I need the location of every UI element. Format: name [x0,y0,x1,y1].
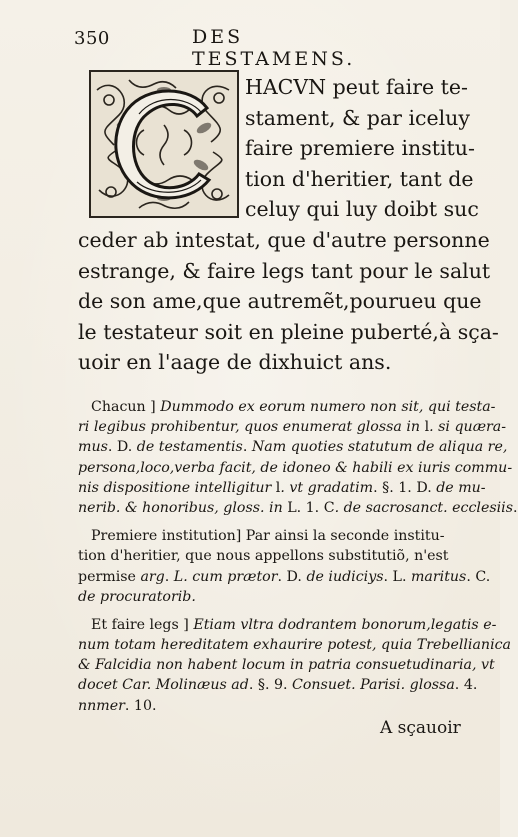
main-text-line: HACVN peut faire te- [245,75,468,99]
french-text: . [164,568,174,585]
note-block [78,397,518,518]
french-text: l [275,479,281,496]
marginal-notes [78,397,518,724]
latin-gloss-text: maritus [410,568,467,585]
french-text: permise [78,568,141,585]
main-paragraph [78,72,499,378]
french-text: . D. [277,568,307,585]
catchword: A sçauoir [380,718,461,738]
latin-gloss-text: docet Car. Molinæus ad [78,677,249,694]
main-text-line: faire premiere institu- [245,136,475,161]
note-line [78,526,482,546]
french-text: L. 1. C [287,499,335,516]
main-text-line: de son ame,que autremẽt,pourueu que [78,289,482,314]
note-line [78,397,496,417]
latin-gloss-text: persona,loco,verba facit, de idoneo & habili ex iuris commu- [78,459,513,476]
french-text: . L. [383,568,411,585]
page-number: 350 [74,28,110,49]
note-line [78,655,495,675]
note-line [78,567,491,587]
latin-gloss-text: arg [140,568,165,585]
running-head-title: DES TESTAMENS. [192,26,356,70]
latin-gloss-text: num totam hereditatem exhaurire potest, quia Trebellianica [78,637,512,654]
main-text-line: tion d'heritier, tant de [245,166,474,191]
french-text: . §. 1. D. [373,479,437,496]
latin-gloss-text: Etiam vltra dodrantem bonorum,legatis e- [193,616,497,633]
main-text-line: celuy qui luy doibt suc [245,197,479,222]
latin-gloss-text: . vt gradatim [280,479,374,496]
note-line [78,587,482,607]
latin-gloss-text: nnmer [78,697,125,714]
french-text: tion d'heritier, que nous appellons substitutiõ, n'est [78,548,449,565]
note-block [78,615,512,716]
latin-gloss-text: de procuratorib. [78,588,196,605]
french-text: . §. 9. [248,677,293,694]
main-text-line: estrange, & faire legs tant pour le salut [78,258,491,283]
french-text: . 10. [124,697,157,714]
running-header [74,26,414,70]
note-line [78,437,508,457]
french-text: Premiere institution] Par ainsi la seconde institu- [91,528,445,545]
latin-gloss-text: nis dispositione intelligitur [78,479,276,496]
latin-gloss-text: L. cum prætor [173,568,278,585]
main-text-line: uoir en l'aage de dixhuict ans. [78,350,392,375]
note-line [78,696,482,716]
note-block [78,526,491,607]
french-text: l [424,419,430,436]
french-text: . 4. [454,677,478,694]
note-line [78,615,497,635]
latin-gloss-text: & Falcidia non habent locum in patria consuetudinaria, vt [78,657,495,674]
french-text: . [512,499,518,516]
note-line [78,635,512,655]
latin-gloss-text: mus [78,439,108,456]
latin-gloss-text: Dummodo ex eorum numero non sit, qui testa- [160,399,496,415]
latin-gloss-text: de testamentis [136,439,243,456]
main-text-line: stament, & par iceluy [245,105,470,130]
latin-gloss-text: ri legibus prohibentur, quos enumerat glossa in [78,419,425,436]
french-text: . D. [107,439,137,456]
note-line [78,675,482,695]
latin-gloss-text: de mu- [436,479,486,496]
french-text: Et faire legs ] [91,616,194,633]
french-text: . [242,439,252,456]
note-line [78,498,518,518]
latin-gloss-text: Nam quoties statutum de aliqua re, [251,439,508,456]
french-text: . C. [466,568,491,585]
latin-gloss-text: de iudiciys [306,568,384,585]
latin-gloss-text: . de sacrosanct. ecclesiis [334,499,513,516]
french-text: Chacun ] [91,399,161,415]
main-text-line: ceder ab intestat, que d'autre personne [78,227,490,252]
note-line [78,417,507,437]
note-line [78,478,486,498]
latin-gloss-text: nerib. & honoribus, gloss. in [78,499,288,516]
latin-gloss-text: . si quæra- [429,419,507,436]
note-line [78,458,513,478]
note-line [78,546,482,566]
latin-gloss-text: Consuet. Parisi. glossa [292,677,455,694]
main-text-line: le testateur soit en pleine puberté,à sça- [78,319,499,344]
